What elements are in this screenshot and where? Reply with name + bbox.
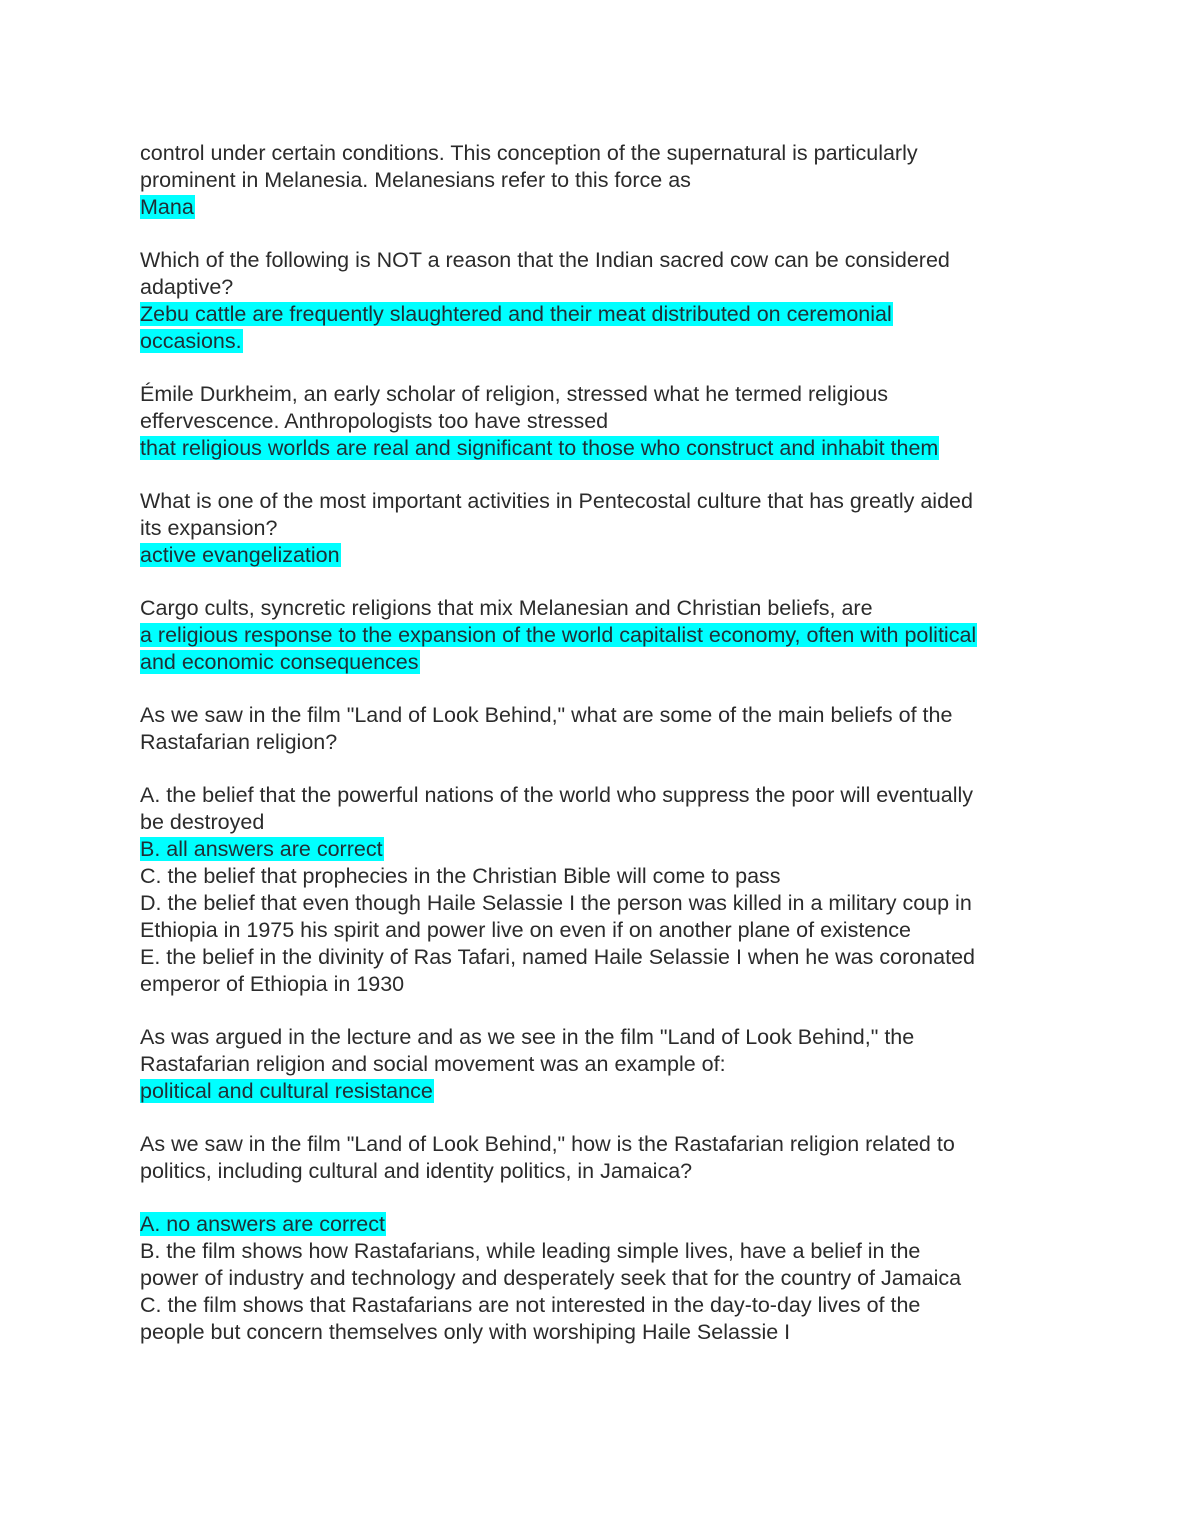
answer-option: power of industry and technology and desperately seek that for the country of Jamaica [140, 1266, 962, 1290]
highlighted-answer: political and cultural resistance [140, 1079, 433, 1103]
question-text: Cargo cults, syncretic religions that mix Melanesian and Christian beliefs, are [140, 596, 873, 620]
highlighted-answer: Mana [140, 195, 194, 219]
question-text: effervescence. Anthropologists too have stressed [140, 409, 609, 433]
highlighted-answer: active evangelization [140, 543, 340, 567]
question-text: adaptive? [140, 275, 234, 299]
answer-option: be destroyed [140, 810, 265, 834]
question-block-8 [140, 1131, 1060, 1346]
highlighted-answer: occasions. [140, 329, 242, 353]
question-text: As we saw in the film "Land of Look Behind," how is the Rastafarian religion related to [140, 1132, 955, 1156]
question-text: Émile Durkheim, an early scholar of religion, stressed what he termed religious [140, 382, 889, 406]
highlighted-answer: B. all answers are correct [140, 837, 383, 861]
question-text: politics, including cultural and identity politics, in Jamaica? [140, 1159, 693, 1183]
answer-option: B. the film shows how Rastafarians, while leading simple lives, have a belief in the [140, 1239, 921, 1263]
answer-option: D. the belief that even though Haile Selassie I the person was killed in a military coup in [140, 891, 972, 915]
highlighted-answer: and economic consequences [140, 650, 419, 674]
answer-option: Ethiopia in 1975 his spirit and power live on even if on another plane of existence [140, 918, 911, 942]
question-text: Which of the following is NOT a reason that the Indian sacred cow can be considered [140, 248, 950, 272]
question-block-5 [140, 595, 1060, 676]
highlighted-answer: a religious response to the expansion of the world capitalist economy, often with political [140, 623, 977, 647]
question-text: As was argued in the lecture and as we see in the film "Land of Look Behind," the [140, 1025, 915, 1049]
highlighted-answer: that religious worlds are real and significant to those who construct and inhabit them [140, 436, 939, 460]
question-block-1 [140, 140, 1060, 221]
highlighted-answer: Zebu cattle are frequently slaughtered and their meat distributed on ceremonial [140, 302, 892, 326]
question-text: Rastafarian religion? [140, 730, 338, 754]
answer-option: C. the belief that prophecies in the Christian Bible will come to pass [140, 864, 781, 888]
question-text: its expansion? [140, 516, 278, 540]
question-text: As we saw in the film "Land of Look Behind," what are some of the main beliefs of the [140, 703, 953, 727]
question-block-2 [140, 247, 1060, 355]
question-text: control under certain conditions. This conception of the supernatural is particularly [140, 141, 918, 165]
question-block-6 [140, 702, 1060, 998]
answer-option: people but concern themselves only with worshiping Haile Selassie I [140, 1320, 791, 1344]
question-text: Rastafarian religion and social movement was an example of: [140, 1052, 726, 1076]
question-block-7 [140, 1024, 1060, 1105]
document-content [140, 140, 1060, 1346]
question-text: What is one of the most important activities in Pentecostal culture that has greatly aided [140, 489, 973, 513]
answer-option: C. the film shows that Rastafarians are not interested in the day-to-day lives of the [140, 1293, 921, 1317]
answer-option: emperor of Ethiopia in 1930 [140, 972, 405, 996]
question-block-4 [140, 488, 1060, 569]
question-block-3 [140, 381, 1060, 462]
answer-option: A. the belief that the powerful nations of the world who suppress the poor will eventually [140, 783, 974, 807]
highlighted-answer: A. no answers are correct [140, 1212, 385, 1236]
answer-option: E. the belief in the divinity of Ras Tafari, named Haile Selassie I when he was coronated [140, 945, 975, 969]
question-text: prominent in Melanesia. Melanesians refer to this force as [140, 168, 691, 192]
